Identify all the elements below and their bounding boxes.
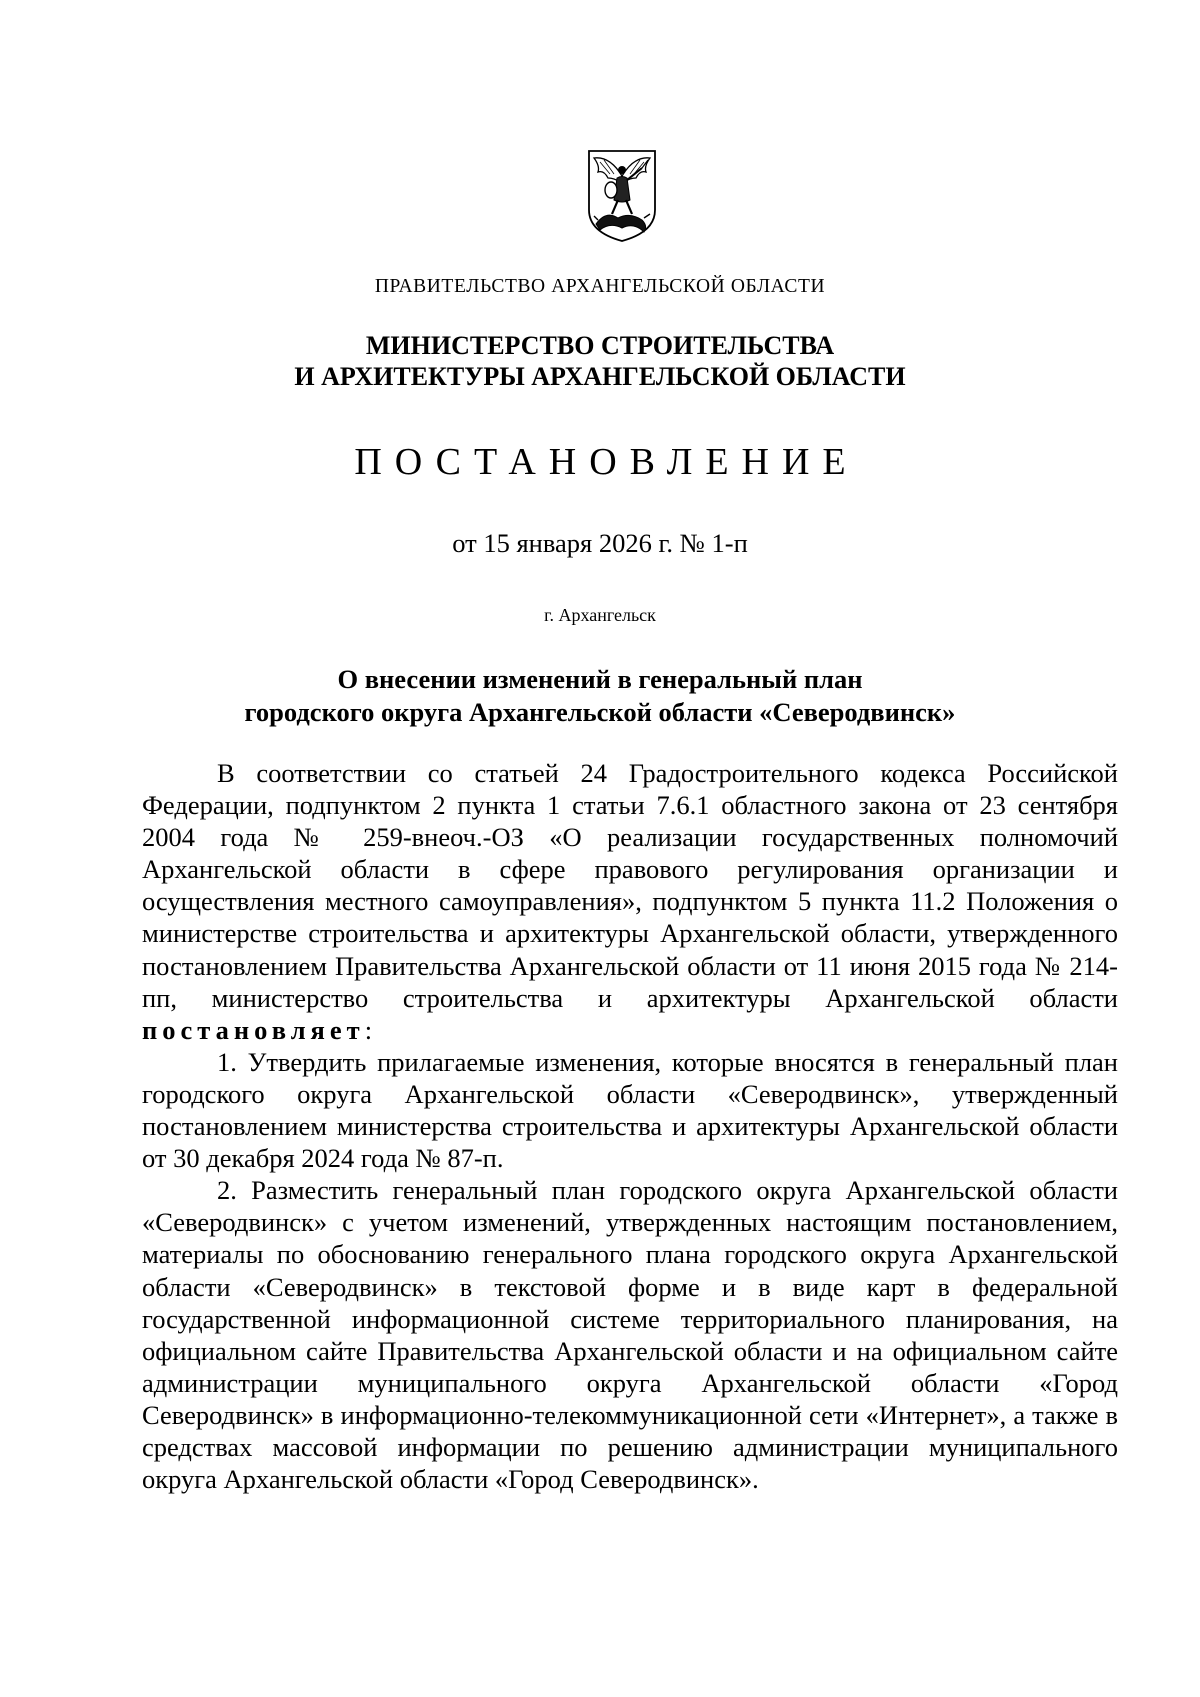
subject-line-1: О внесении изменений в генеральный план (337, 664, 863, 694)
item-2-paragraph: 2. Разместить генеральный план городского округа Архангельской области «Северодвинск» с учетом изменений, утвержденных настоящим постановлением, материалы по обоснованию генерального плана городского округа Архангельской области «Северодвинск» в текстовой форме и в виде карт в федеральной государственной информационной системе территориального планирования, на официальном сайте Правительства Архангельской области и на официальном сайте администрации муниципального округа Архангельской области «Город Северодвинск» в информационно-телекоммуникационной сети «Интернет», а также в средствах массовой информации по решению администрации муниципального округа Архангельской области «Город Северодвинск». (142, 1175, 1118, 1495)
document-date-number: от 15 января 2026 г. № 1-п (452, 528, 748, 558)
preamble-text: В соответствии со статьей 24 Градостроительного кодекса Российской Федерации, подпунктом 2 пункта 1 статьи 7.6.1 областного закона от 23 сентября 2004 года № 259-внеоч.-ОЗ «О реализации государственных полномочий Архангельской области в сфере правового регулирования организации и осуществления местного самоуправления», подпунктом 5 пункта 11.2 Положения о министерстве строительства и архитектуры Архангельской области, утвержденного постановлением Правительства Архангельской области от 11 июня 2015 года № 214-пп, министерство строительства и архитектуры Архангельской области (142, 758, 1118, 1013)
document-body (142, 757, 1118, 1495)
preamble-paragraph (142, 757, 1118, 1046)
item-1-paragraph: 1. Утвердить прилагаемые изменения, которые вносятся в генеральный план городского округа Архангельской области «Северодвинск», утвержденный постановлением министерства строительства и архитектуры Архангельской области от 30 декабря 2024 года № 87-п. (142, 1046, 1118, 1174)
resolves-colon: : (364, 1014, 373, 1045)
ministry-name-line-2: И АРХИТЕКТУРЫ АРХАНГЕЛЬСКОЙ ОБЛАСТИ (294, 362, 906, 391)
subject-line-2: городского округа Архангельской области «Северодвинск» (244, 697, 956, 727)
document-city: г. Архангельск (544, 605, 656, 625)
ministry-name (0, 330, 1200, 392)
government-name: ПРАВИТЕЛЬСТВО АРХАНГЕЛЬСКОЙ ОБЛАСТИ (374, 276, 826, 297)
ministry-name-line-1: МИНИСТЕРСТВО СТРОИТЕЛЬСТВА (365, 331, 835, 360)
archangel-emblem-icon (586, 148, 658, 244)
resolves-word: постановляет (142, 1014, 365, 1045)
document-subject (0, 663, 1200, 729)
document-type-title: ПОСТАНОВЛЕНИЕ (354, 441, 859, 483)
